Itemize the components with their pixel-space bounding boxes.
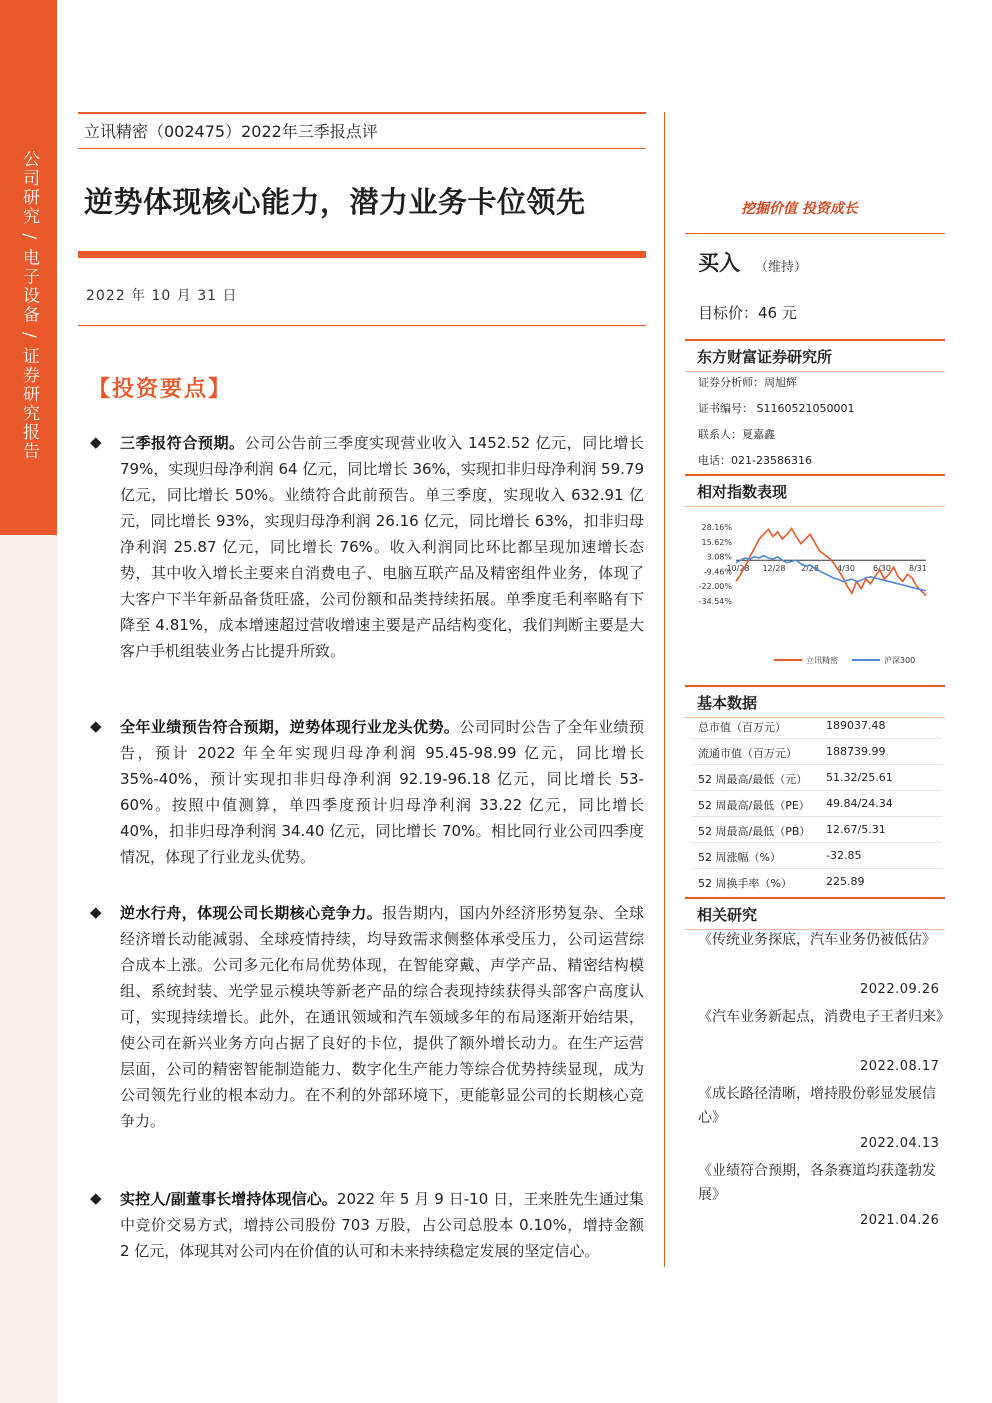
y-tick-label: 15.62% (701, 537, 732, 547)
data-value: 189037.48 (826, 719, 886, 732)
data-label: 52 周换手率（%） (698, 877, 792, 890)
related-item-title[interactable]: 《成长路径清晰，增持股份彰显发展信心》 (698, 1086, 936, 1126)
data-value: 188739.99 (826, 745, 886, 758)
x-tick-label: 12/28 (762, 564, 786, 574)
data-value: 51.32/25.61 (826, 771, 893, 784)
report-header (78, 112, 646, 149)
data-separator (692, 816, 942, 817)
bullet-body: 2022 年 5 月 9 日-10 日，王来胜先生通过集中竞价交易方式，增持公司股份 703 万股，占公司总股本 0.10%，增持金额 2 亿元，体现其对公司内在价值的认可和未来持续稳定发展的坚定信心。 (120, 1190, 645, 1260)
relative-index-chart (686, 515, 944, 675)
report-title: 立讯精密（002475）2022年三季报点评 (84, 122, 378, 141)
side-band-lower (0, 535, 57, 1403)
y-tick-label: -34.54% (698, 597, 732, 606)
legend-label: 立讯精密 (806, 656, 838, 665)
certificate-number: 证书编号： S1160521050001 (698, 402, 855, 415)
slogan: 挖掘价值 投资成长 (741, 201, 858, 217)
chart-svg (686, 515, 944, 675)
column-divider (664, 112, 665, 1267)
related-item-date: 2021.04.26 (860, 1213, 940, 1228)
data-value: 49.84/24.34 (826, 797, 893, 810)
data-label: 52 周涨幅（%） (698, 851, 781, 864)
data-value: -32.85 (826, 849, 862, 862)
related-item-title[interactable]: 《传统业务探底，汽车业务仍被低估》 (698, 932, 936, 948)
headline: 逆势体现核心能力，潜力业务卡位领先 (84, 185, 586, 219)
data-label: 52 周最高/最低（PE） (698, 799, 810, 812)
bullet-text (120, 1186, 644, 1264)
rating-note: （维持） (755, 260, 808, 275)
bullet-body: 公司公告前三季度实现营业收入 1452.52 亿元，同比增长 79%，实现归母净利润 64 亿元，同比增长 36%，实现扣非归母净利润 59.79 亿元，同比增长 50%。业绩符合此前预告。单三季度，实现收入 632.91 亿元，同比增长 93%，实现归母净利润 26.16 亿元，同比增长 63%，扣非归母净利润 25.87 亿元，同比增长 76%。收入利润同比环比都呈现加速增长态势，其中收入增长主要来自消费电子、电脑互联产品及精密组件业务，体现了大客户下半年新品备货旺盛，公司份额和品类持续拓展。单季度毛利率略有下降至 4.81%，成本增速超过营收增速主要是产品结构变化，我们判断主要是大客户手机组装业务占比提升所致。 (120, 434, 644, 660)
firm-title: 东方财富证券研究所 (685, 339, 945, 372)
data-label: 流通市值（百万元） (698, 747, 797, 760)
x-tick-label: 2/28 (801, 564, 819, 574)
data-separator (692, 764, 942, 765)
rating-rule (685, 233, 945, 234)
related-research-title: 相关研究 (685, 897, 945, 930)
x-tick-label: 4/30 (837, 564, 855, 574)
bullet-text (120, 430, 644, 664)
y-tick-label: -22.00% (698, 582, 732, 592)
x-tick-label: 8/31 (909, 564, 927, 574)
data-separator (692, 790, 942, 791)
data-value: 12.67/5.31 (826, 823, 886, 836)
bullet-body: 公司同时公告了全年业绩预告，预计 2022 年全年实现归母净利润 95.45-98.99 亿元，同比增长 35%-40%，预计实现扣非归母净利润 92.19-96.18 亿元，同比增长 53-60%。按照中值测算，单四季度预计归母净利润 33.22 亿元，同比增长 40%，扣非归母净利润 34.40 亿元，同比增长 70%。相比同行业公司四季度情况，体现了行业龙头优势。 (120, 718, 644, 866)
basic-data-title: 基本数据 (685, 685, 945, 718)
diamond-bullet-icon: ◆ (90, 903, 102, 921)
bullet-title: 全年业绩预告符合预期，逆势体现行业龙头优势。 (120, 718, 460, 736)
diamond-bullet-icon: ◆ (90, 433, 102, 451)
x-tick-label: 10/28 (726, 564, 750, 574)
side-category-label: 公司研究 / 电子设备 / 证券研究报告 (19, 150, 39, 462)
related-item-title[interactable]: 《业绩符合预期，各条赛道均获蓬勃发展》 (698, 1163, 936, 1203)
y-tick-label: -9.46% (703, 567, 732, 577)
phone: 电话：021-23586316 (698, 454, 812, 467)
data-label: 52 周最高/最低（PB） (698, 825, 811, 838)
data-separator (692, 842, 942, 843)
diamond-bullet-icon: ◆ (90, 717, 102, 735)
related-item-title[interactable]: 《汽车业务新起点，消费电子王者归来》 (698, 1009, 950, 1025)
diamond-bullet-icon: ◆ (90, 1189, 102, 1207)
data-label: 52 周最高/最低（元） (698, 773, 808, 786)
contact-person: 联系人：夏嘉鑫 (698, 428, 775, 441)
report-date: 2022 年 10 月 31 日 (86, 288, 238, 304)
x-tick-label: 6/30 (873, 564, 891, 574)
bullet-title: 逆水行舟，体现公司长期核心竞争力。 (120, 904, 383, 922)
data-label: 总市值（百万元） (698, 721, 786, 734)
series-line-luxshare (736, 528, 926, 595)
analyst: 证券分析师：周旭辉 (698, 376, 797, 389)
bullet-title: 三季报符合预期。 (120, 434, 245, 452)
bullet-text (120, 900, 644, 1134)
date-rule (78, 325, 646, 326)
related-item-date: 2022.09.26 (860, 982, 940, 997)
bullet-body: 报告期内，国内外经济形势复杂、全球经济增长动能减弱、全球疫情持续，均导致需求侧整体承受压力，公司运营综合成本上涨。公司多元化布局优势体现，在智能穿戴、声学产品、精密结构模组、系统封装、光学显示模块等新老产品的综合表现持续获得头部客户高度认可，实现持续增长。此外，在通讯领域和汽车领域多年的布局逐渐开始结果，使公司在新兴业务方向占据了良好的卡位，提供了额外增长动力。在生产运营层面，公司的精密智能制造能力、数字化生产能力等综合优势持续显现，成为公司领先行业的根本动力。在不利的外部环境下，更能彰显公司的长期核心竞争力。 (120, 904, 644, 1130)
related-item-date: 2022.08.17 (860, 1059, 940, 1074)
bullet-text (120, 714, 644, 870)
bullet-title: 实控人/副董事长增持体现信心。 (120, 1190, 337, 1208)
section-heading: 【投资要点】 (88, 377, 233, 402)
data-separator (692, 738, 942, 739)
rating: 买入 (698, 251, 740, 275)
target-price: 目标价：46 元 (698, 304, 797, 322)
header-rule (78, 251, 646, 258)
chart-title: 相对指数表现 (685, 474, 945, 507)
legend-label: 沪深300 (884, 656, 916, 665)
related-item-date: 2022.04.13 (860, 1136, 940, 1151)
y-tick-label: 28.16% (701, 523, 732, 532)
y-tick-label: 3.08% (706, 552, 732, 562)
data-value: 225.89 (826, 875, 865, 888)
data-separator (692, 868, 942, 869)
